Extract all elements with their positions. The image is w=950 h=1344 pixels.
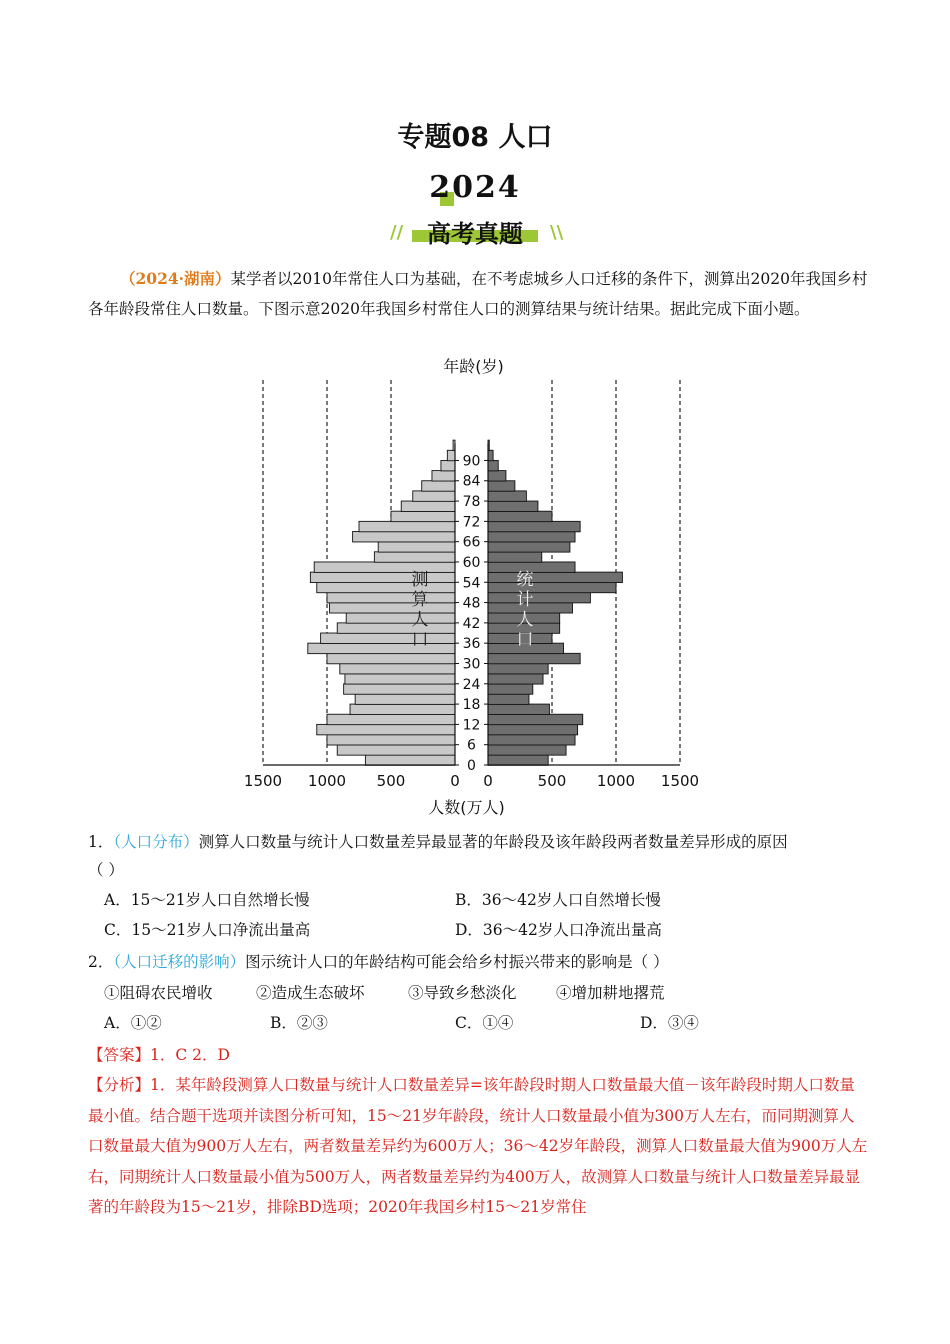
page-title: 专题08 人口 <box>397 122 553 153</box>
y-axis-title: 年龄(岁) <box>443 357 504 376</box>
census-bar <box>488 755 548 765</box>
q2-option-a[interactable]: A．①② <box>104 1014 162 1032</box>
census-bar <box>488 460 498 470</box>
y-tick-label: 72 <box>462 514 481 531</box>
q2-text: 图示统计人口的年龄结构可能会给乡村振兴带来的影响是（ ） <box>245 953 669 971</box>
estimated-bar <box>345 674 455 684</box>
intro-source: （2024·湖南） <box>120 269 231 288</box>
x-tick-label-right: 1500 <box>660 772 700 790</box>
estimated-bar <box>330 603 455 613</box>
estimated-bar <box>344 684 455 694</box>
census-bar <box>488 684 533 694</box>
y-tick-label: 30 <box>462 656 481 673</box>
y-tick-label: 90 <box>462 453 481 470</box>
estimated-bar <box>327 735 455 745</box>
q2-option-b[interactable]: B．②③ <box>270 1014 328 1032</box>
estimated-bar <box>327 592 455 602</box>
banner-slash-left: // <box>390 222 404 243</box>
banner-year: 2024 <box>429 170 521 205</box>
population-pyramid-chart <box>240 350 720 822</box>
question-2 <box>88 947 669 977</box>
census-bar <box>488 592 590 602</box>
census-bar <box>488 714 583 724</box>
analysis-paragraph: 【分析】1．某年龄段测算人口数量与统计人口数量差异=该年龄段时期人口数量最大值－该年龄段时期人口数量最小值。结合题干选项并读图分析可知，15～21岁年龄段，统计人口数量最小值为300万人左右，而同期测算人口数量最大值为900万人左右，两者数量差异约为600万人；36～42岁年龄段，测算人口数量最大值为900万人左右，同期统计人口数量最小值为500万人，两者数量差异约为400万人，故测算人口数量与统计人口数量差异最显著的年龄段为15～21岁，排除BD选项；2020年我国乡村15～21岁常住 <box>88 1076 868 1216</box>
census-bar <box>488 674 543 684</box>
estimated-bar <box>441 460 455 470</box>
estimated-bar <box>337 623 455 633</box>
y-tick-label: 54 <box>462 575 481 592</box>
census-bar <box>488 663 548 673</box>
census-bar <box>488 521 580 531</box>
census-bar <box>488 552 542 562</box>
estimated-bar <box>337 745 455 755</box>
census-bar <box>488 735 575 745</box>
estimated-bar <box>432 471 455 481</box>
census-bar <box>488 481 515 491</box>
q2-option-d[interactable]: D．③④ <box>640 1014 699 1032</box>
estimated-bar <box>422 481 455 491</box>
intro-text: 某学者以2010年常住人口为基础，在不考虑城乡人口迁移的条件下，测算出2020年我国乡村各年龄段常住人口数量。下图示意2020年我国乡村常住人口的测算结果与统计结果。据此完成下面小题。 <box>88 270 868 318</box>
estimated-bar <box>308 643 455 653</box>
estimated-bar <box>327 653 455 663</box>
answer-line: 【答案】1．C 2．D <box>88 1046 230 1064</box>
y-tick-label: 36 <box>462 636 481 653</box>
y-tick-label: 66 <box>462 534 481 551</box>
census-bar <box>488 572 622 582</box>
y-tick-label: 48 <box>462 595 481 612</box>
q1-text: 测算人口数量与统计人口数量差异最显著的年龄段及该年龄段两者数量差异形成的原因 <box>198 833 788 851</box>
estimated-bar <box>401 501 455 511</box>
series-label-estimated: 测 <box>411 570 429 590</box>
census-bar <box>488 501 538 511</box>
estimated-bar <box>365 755 455 765</box>
census-bar <box>488 471 506 481</box>
q1-option-a[interactable]: A．15～21岁人口自然增长慢 <box>104 891 310 909</box>
series-label-census: 人 <box>516 610 534 630</box>
estimated-bar <box>321 633 455 643</box>
q1-tag: （人口分布） <box>113 833 199 851</box>
q1-option-c[interactable]: C．15～21岁人口净流出量高 <box>104 921 311 939</box>
q1-paren: （ ） <box>88 861 124 879</box>
census-bar <box>488 491 526 501</box>
q2-item-3: ③导致乡愁淡化 <box>408 984 517 1002</box>
series-label-estimated: 算 <box>411 590 429 610</box>
y-tick-label: 18 <box>462 697 481 714</box>
estimated-bar <box>317 724 455 734</box>
census-bar <box>488 582 616 592</box>
series-label-census: 口 <box>516 630 534 650</box>
x-tick-label-left: 1000 <box>307 772 347 790</box>
y-tick-label: 84 <box>462 473 481 490</box>
y-tick-label: 24 <box>462 676 481 693</box>
y-tick-label: 78 <box>462 494 481 511</box>
census-bar <box>488 694 529 704</box>
q2-option-c[interactable]: C．①④ <box>455 1014 514 1032</box>
census-bar <box>488 745 566 755</box>
q2-item-1: ①阻碍农民增收 <box>104 984 213 1002</box>
estimated-bar <box>391 511 455 521</box>
estimated-bar <box>374 552 455 562</box>
x-tick-label-right: 1000 <box>596 772 636 790</box>
estimated-bar <box>353 532 455 542</box>
intro-paragraph <box>88 264 868 324</box>
y-tick-label: 0 <box>467 758 476 774</box>
estimated-bar <box>350 704 455 714</box>
estimated-bar <box>447 450 455 460</box>
census-bar <box>488 532 575 542</box>
y-tick-label: 60 <box>462 554 481 571</box>
series-label-estimated: 人 <box>411 610 429 630</box>
q1-number: 1． <box>88 833 114 851</box>
census-bar <box>488 704 549 714</box>
banner-label: 高考真题 <box>427 220 523 248</box>
estimated-bar <box>327 714 455 724</box>
estimated-bar <box>310 572 455 582</box>
estimated-bar <box>359 521 455 531</box>
banner-slash-right: \\ <box>550 222 564 243</box>
estimated-bar <box>346 613 455 623</box>
estimated-bar <box>314 562 455 572</box>
x-axis-title: 人数(万人) <box>428 798 505 817</box>
q1-option-d[interactable]: D．36～42岁人口净流出量高 <box>455 921 662 939</box>
x-tick-label-right: 0 <box>483 772 493 790</box>
estimated-bar <box>340 663 455 673</box>
census-bar <box>488 724 578 734</box>
q2-tag: （人口迁移的影响） <box>113 953 246 971</box>
q2-number: 2． <box>88 953 114 971</box>
estimated-bar <box>355 694 455 704</box>
census-bar <box>488 653 580 663</box>
q1-option-b[interactable]: B．36～42岁人口自然增长慢 <box>455 891 661 909</box>
y-tick-label: 6 <box>467 737 476 754</box>
x-tick-label-left: 0 <box>450 772 460 790</box>
series-label-estimated: 口 <box>411 630 429 650</box>
q2-item-4: ④增加耕地撂荒 <box>556 984 665 1002</box>
x-tick-label-left: 1500 <box>243 772 283 790</box>
y-tick-label: 12 <box>462 717 481 734</box>
census-bar <box>488 542 570 552</box>
estimated-bar <box>378 542 455 552</box>
q2-item-2: ②造成生态破坏 <box>256 984 365 1002</box>
x-tick-label-right: 500 <box>537 772 567 790</box>
census-bar <box>488 511 552 521</box>
question-1 <box>88 827 788 857</box>
estimated-bar <box>413 491 455 501</box>
series-label-census: 统 <box>516 570 534 590</box>
y-tick-label: 42 <box>462 615 481 632</box>
x-tick-label-left: 500 <box>376 772 406 790</box>
series-label-census: 计 <box>516 590 534 610</box>
section-banner <box>380 170 570 250</box>
estimated-bar <box>317 582 455 592</box>
banner-tag <box>390 214 564 248</box>
census-bar <box>488 450 493 460</box>
